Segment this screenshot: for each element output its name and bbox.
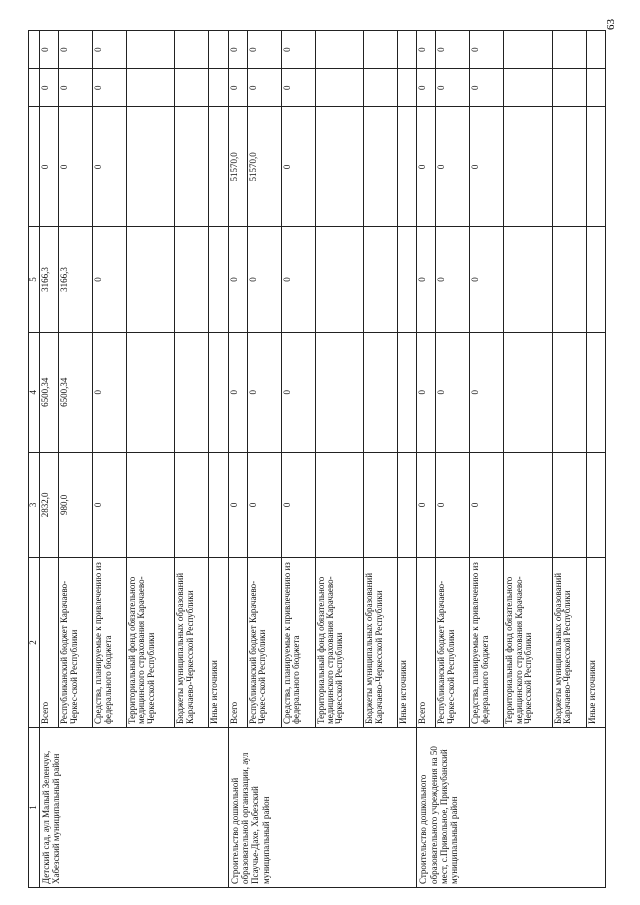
funding-source: Территориальный фонд обязательного медицинского страхования Карачаево-Черкесской Республики xyxy=(504,558,552,728)
amount-cell: 0 xyxy=(417,227,436,332)
amount-cell: 0 xyxy=(228,69,247,107)
amount-cell: 0 xyxy=(436,332,470,452)
amount-cell: 0 xyxy=(59,107,93,227)
column-number: 4 xyxy=(29,332,40,452)
amount-cell xyxy=(397,31,416,69)
amount-cell: 0 xyxy=(247,332,281,452)
column-number-row xyxy=(29,31,40,888)
funding-source: Территориальный фонд обязательного медицинского страхования Карачаево-Черкесской Республики xyxy=(127,558,175,728)
amount-cell xyxy=(504,31,552,69)
amount-cell: 3166,3 xyxy=(59,227,93,332)
amount-cell: 0 xyxy=(417,107,436,227)
amount-cell: 0 xyxy=(247,227,281,332)
amount-cell: 0 xyxy=(93,452,127,557)
amount-cell: 0 xyxy=(228,31,247,69)
amount-cell xyxy=(397,69,416,107)
amount-cell: 0 xyxy=(93,31,127,69)
amount-cell xyxy=(552,332,586,452)
amount-cell: 0 xyxy=(247,452,281,557)
amount-cell xyxy=(209,332,228,452)
amount-cell: 0 xyxy=(417,332,436,452)
amount-cell: 0 xyxy=(470,452,504,557)
amount-cell: 0 xyxy=(228,332,247,452)
amount-cell: 0 xyxy=(93,227,127,332)
amount-cell: 0 xyxy=(93,69,127,107)
amount-cell xyxy=(586,332,605,452)
amount-cell: 0 xyxy=(247,69,281,107)
amount-cell xyxy=(175,107,209,227)
amount-cell xyxy=(552,452,586,557)
funding-source: Республиканский бюджет Карачаево-Черкес-ской Республики xyxy=(247,558,281,728)
amount-cell xyxy=(552,31,586,69)
amount-cell xyxy=(209,227,228,332)
amount-cell: 0 xyxy=(40,69,59,107)
amount-cell: 0 xyxy=(281,69,315,107)
amount-cell xyxy=(364,31,398,69)
amount-cell: 0 xyxy=(281,107,315,227)
amount-cell xyxy=(315,107,363,227)
amount-cell xyxy=(175,452,209,557)
amount-cell xyxy=(504,332,552,452)
amount-cell: 0 xyxy=(417,69,436,107)
amount-cell: 0 xyxy=(247,31,281,69)
amount-cell xyxy=(175,332,209,452)
amount-cell: 51570,0 xyxy=(228,107,247,227)
amount-cell: 51570,0 xyxy=(247,107,281,227)
amount-cell xyxy=(127,227,175,332)
amount-cell xyxy=(397,332,416,452)
amount-cell xyxy=(175,227,209,332)
project-title: Детский сад, аул Малый Зеленчук, Хабезский муниципальный район xyxy=(40,728,229,888)
amount-cell: 0 xyxy=(281,31,315,69)
rotated-page xyxy=(28,30,606,888)
funding-source: Бюджеты муниципальных образований Карачаево-Черкесской Республики xyxy=(364,558,398,728)
amount-cell: 980,0 xyxy=(59,452,93,557)
amount-cell xyxy=(552,107,586,227)
funding-source: Иные источники xyxy=(586,558,605,728)
amount-cell xyxy=(315,452,363,557)
funding-source: Республиканский бюджет Карачаево-Черкес-ской Республики xyxy=(59,558,93,728)
column-number xyxy=(29,107,40,227)
column-number: 3 xyxy=(29,452,40,557)
amount-cell: 0 xyxy=(93,332,127,452)
amount-cell: 0 xyxy=(281,227,315,332)
amount-cell: 0 xyxy=(470,69,504,107)
amount-cell: 0 xyxy=(436,452,470,557)
amount-cell xyxy=(504,227,552,332)
amount-cell: 0 xyxy=(59,69,93,107)
amount-cell xyxy=(364,107,398,227)
amount-cell xyxy=(209,452,228,557)
amount-cell xyxy=(397,227,416,332)
column-number: 2 xyxy=(29,558,40,728)
page-number: 63 xyxy=(605,19,617,30)
amount-cell xyxy=(586,107,605,227)
amount-cell xyxy=(552,227,586,332)
amount-cell xyxy=(127,31,175,69)
amount-cell xyxy=(586,31,605,69)
amount-cell xyxy=(586,227,605,332)
amount-cell xyxy=(364,227,398,332)
amount-cell xyxy=(586,69,605,107)
amount-cell: 0 xyxy=(436,107,470,227)
amount-cell xyxy=(504,69,552,107)
amount-cell: 0 xyxy=(470,332,504,452)
amount-cell xyxy=(552,69,586,107)
project-title: Строительство дошкольной образовательной организации, аул Псаучье-Дахе, Хабезский муниципальный район xyxy=(228,728,417,888)
amount-cell xyxy=(127,332,175,452)
funding-source: Средства, планируемые к привлечению из федерального бюджета xyxy=(470,558,504,728)
amount-cell xyxy=(175,69,209,107)
column-number xyxy=(29,69,40,107)
amount-cell: 2832,0 xyxy=(40,452,59,557)
amount-cell xyxy=(315,69,363,107)
funding-source: Всего xyxy=(40,558,59,728)
amount-cell xyxy=(397,107,416,227)
funding-source: Бюджеты муниципальных образований Карачаево-Черкесской Республики xyxy=(552,558,586,728)
amount-cell: 0 xyxy=(470,31,504,69)
amount-cell xyxy=(175,31,209,69)
amount-cell xyxy=(127,452,175,557)
amount-cell xyxy=(209,31,228,69)
amount-cell: 0 xyxy=(40,107,59,227)
amount-cell: 0 xyxy=(93,107,127,227)
funding-source: Республиканский бюджет Карачаево-Черкес-ской Республики xyxy=(436,558,470,728)
amount-cell: 0 xyxy=(436,69,470,107)
column-number: 5 xyxy=(29,227,40,332)
amount-cell xyxy=(315,31,363,69)
amount-cell: 0 xyxy=(40,31,59,69)
funding-source: Всего xyxy=(228,558,247,728)
amount-cell xyxy=(364,452,398,557)
amount-cell xyxy=(397,452,416,557)
funding-source: Бюджеты муниципальных образований Карачаево-Черкесской Республики xyxy=(175,558,209,728)
amount-cell: 3166,3 xyxy=(40,227,59,332)
amount-cell: 6500,34 xyxy=(59,332,93,452)
amount-cell: 0 xyxy=(436,31,470,69)
amount-cell: 0 xyxy=(228,227,247,332)
amount-cell: 0 xyxy=(436,227,470,332)
funding-source: Иные источники xyxy=(397,558,416,728)
amount-cell xyxy=(127,107,175,227)
funding-source: Иные источники xyxy=(209,558,228,728)
amount-cell: 0 xyxy=(281,452,315,557)
table-row xyxy=(417,31,436,888)
amount-cell xyxy=(315,332,363,452)
table-row xyxy=(40,31,59,888)
amount-cell: 0 xyxy=(417,452,436,557)
amount-cell: 0 xyxy=(59,31,93,69)
column-number xyxy=(29,31,40,69)
column-number: 1 xyxy=(29,728,40,888)
amount-cell xyxy=(209,69,228,107)
amount-cell: 6500,34 xyxy=(40,332,59,452)
amount-cell xyxy=(315,227,363,332)
funding-source: Средства, планируемые к привлечению из федерального бюджета xyxy=(93,558,127,728)
amount-cell xyxy=(504,452,552,557)
amount-cell xyxy=(504,107,552,227)
project-title: Строительство дошкольного образовательного учреждения на 50 мест, с.Привольное, Прикубанский муниципальный район xyxy=(417,728,606,888)
amount-cell xyxy=(364,69,398,107)
amount-cell: 0 xyxy=(417,31,436,69)
amount-cell: 0 xyxy=(470,107,504,227)
table-row xyxy=(228,31,247,888)
amount-cell: 0 xyxy=(281,332,315,452)
funding-source: Средства, планируемые к привлечению из федерального бюджета xyxy=(281,558,315,728)
funding-source: Территориальный фонд обязательного медицинского страхования Карачаево-Черкесской Республики xyxy=(315,558,363,728)
amount-cell xyxy=(209,107,228,227)
amount-cell xyxy=(586,452,605,557)
amount-cell: 0 xyxy=(470,227,504,332)
budget-table xyxy=(28,30,606,888)
amount-cell xyxy=(127,69,175,107)
funding-source: Всего xyxy=(417,558,436,728)
amount-cell: 0 xyxy=(228,452,247,557)
amount-cell xyxy=(364,332,398,452)
